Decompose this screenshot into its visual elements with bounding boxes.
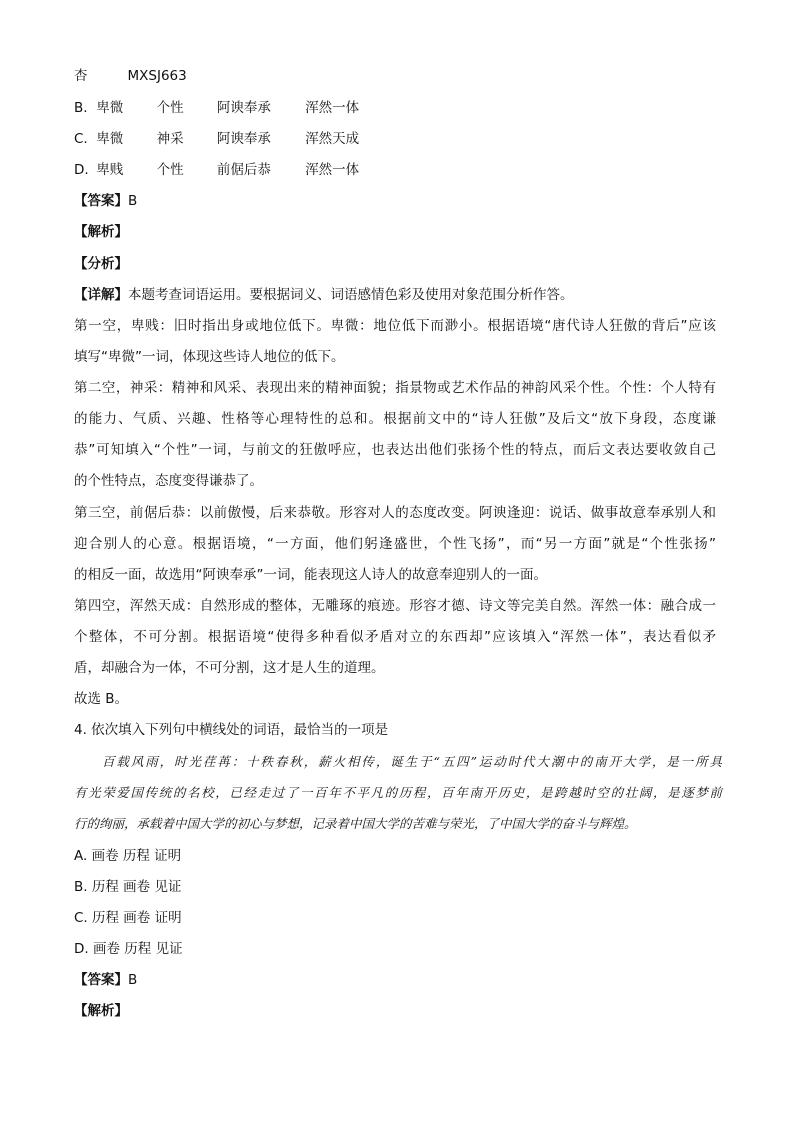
option-label: D. (74, 941, 89, 957)
answer-tag: 【答案】 (74, 193, 128, 209)
q3-option-c (74, 129, 359, 149)
option-word: 浑然天成 (305, 131, 360, 147)
q3-detail-intro (74, 285, 574, 305)
q4-option-d (74, 939, 183, 959)
option-label: D. (74, 162, 89, 178)
option-word: 阿谀奉承 (216, 131, 271, 147)
header-prefix: 杏 (74, 68, 88, 84)
option-word: 浑然一体 (305, 100, 360, 116)
option-word: 卑微 (96, 131, 124, 147)
option-word: 卑微 (96, 100, 124, 116)
option-label: B. (74, 100, 88, 116)
option-word: 个性 (156, 162, 184, 178)
q4-option-c (74, 908, 182, 928)
option-word: 阿谀奉承 (216, 100, 271, 116)
detail-line: 迎合别人的心意。根据语境，“一方面，他们躬逢盛世，个性飞扬”，而“另一方面”就是“个性张扬” (74, 536, 716, 552)
option-label: C. (74, 131, 88, 147)
detail-line: 恭”可知填入“个性”一词，与前文的狂傲呼应，也表达出他们张扬个性的特点，而后文表达要收敛自己 (74, 442, 716, 458)
detail-line: 的个性特点，态度变得谦恭了。 (74, 473, 263, 489)
q4-answer (74, 970, 137, 990)
option-label: B. (74, 879, 88, 895)
option-word: 浑然一体 (305, 162, 360, 178)
detail-line: 第三空，前倨后恭：以前傲慢，后来恭敬。形容对人的态度改变。阿谀逢迎：说话、做事故意奉承别人和 (74, 505, 716, 521)
q3-answer (74, 191, 137, 211)
option-word: 神采 (156, 131, 184, 147)
q3-option-d (74, 160, 359, 180)
passage-line: 百载风雨，时光荏苒：十秩春秋，薪火相传，诞生于“五四”运动时代大潮中的南开大学，是一所具 (102, 754, 722, 769)
detail-line: 个整体，不可分割。根据语境“使得多种看似矛盾对立的东西却”应该填入“浑然一体”，表达看似矛 (74, 629, 716, 645)
answer-value: B (128, 972, 138, 988)
q4-option-b (74, 877, 181, 897)
answer-tag: 【答案】 (74, 972, 128, 988)
detail-line: 第二空，神采：精神和风采、表现出来的精神面貌；指景物或艺术作品的神韵风采个性。个性：个人特有 (74, 380, 716, 396)
detail-line: 的相反一面，故选用“阿谀奉承”一词，能表现这人诗人的故意奉迎别人的一面。 (74, 567, 547, 583)
q3-option-b (74, 98, 359, 118)
option-word: 前倨后恭 (216, 162, 271, 178)
q4-stem: 4. 依次填入下列句中横线处的词语，最恰当的一项是 (74, 722, 389, 738)
q4-jiexi-heading: 【解析】 (74, 1003, 128, 1019)
option-text: 历程 画卷 证明 (92, 910, 182, 926)
q3-jiexi-heading: 【解析】 (74, 224, 128, 240)
detail-line: 第四空，浑然天成：自然形成的整体，无雕琢的痕迹。形容才德、诗文等完美自然。浑然一体：融合成一 (74, 598, 716, 614)
detail-line: 盾，却融合为一体，不可分割，这才是人生的道理。 (74, 660, 385, 676)
q3-fenxi-heading: 【分析】 (74, 256, 128, 272)
detail-line: 填写“卑微”一词，体现这些诗人地位的低下。 (74, 349, 345, 365)
detail-line: 的能力、气质、兴趣、性格等心理特性的总和。根据前文中的“诗人狂傲”及后文“放下身段，态度谦 (74, 411, 716, 427)
option-text: 历程 画卷 见证 (91, 879, 182, 895)
option-text: 画卷 历程 见证 (92, 941, 183, 957)
detail-conclusion: 故选 B。 (74, 691, 129, 707)
q4-option-a (74, 846, 181, 866)
q4-passage (74, 752, 722, 845)
option-word: 个性 (156, 100, 184, 116)
header-code: MXSJ663 (127, 68, 187, 84)
option-label: C. (74, 910, 88, 926)
option-word: 卑贱 (96, 162, 124, 178)
passage-line: 行的绚丽，承载着中国大学的初心与梦想，记录着中国大学的苦难与荣光，了中国大学的奋斗与辉煌。 (74, 816, 637, 831)
detail-intro-text: 本题考查词语运用。要根据词义、词语感情色彩及使用对象范围分析作答。 (128, 287, 574, 303)
option-text: 画卷 历程 证明 (91, 848, 182, 864)
detail-line: 第一空，卑贱：旧时指出身或地位低下。卑微：地位低下而渺小。根据语境“唐代诗人狂傲的背后”应该 (74, 318, 716, 334)
answer-value: B (128, 193, 138, 209)
header-line (74, 66, 187, 86)
option-label: A. (74, 848, 88, 864)
passage-line: 有光荣爱国传统的名校，已经走过了一百年不平凡的历程，百年南开历史，是跨越时空的壮阔，是逐梦前 (74, 785, 722, 800)
detail-tag: 【详解】 (74, 287, 128, 303)
